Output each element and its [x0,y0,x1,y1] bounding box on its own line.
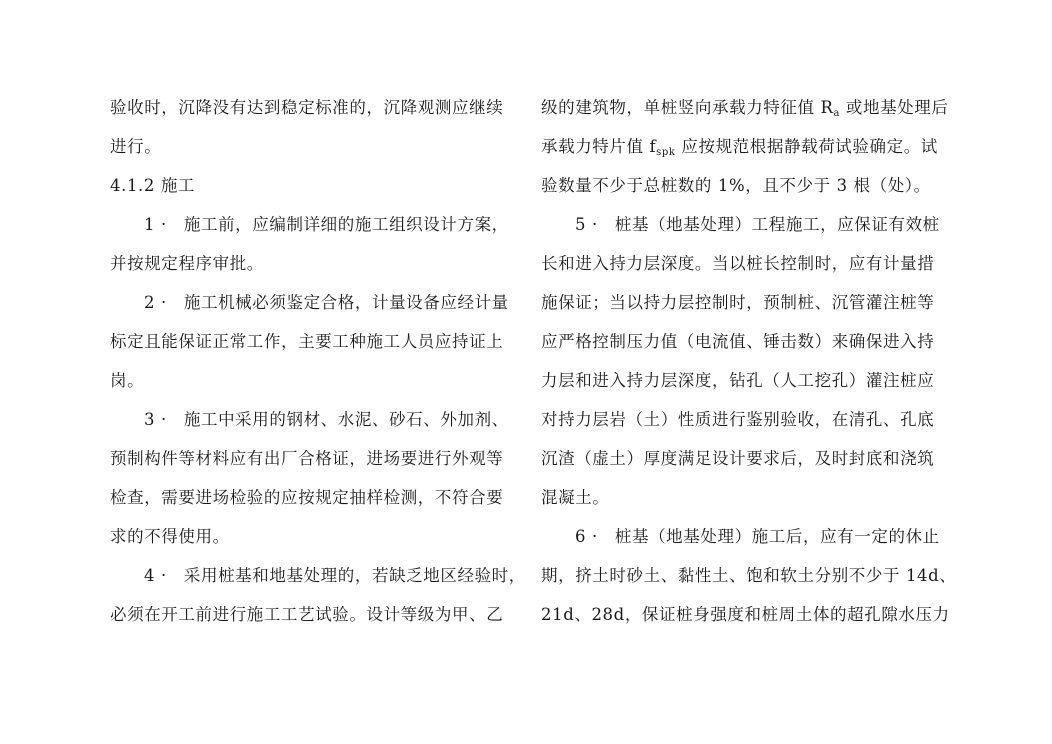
section-heading: 4.1.2 施工 [110,176,196,195]
text-line: 标定且能保证正常工作，主要工种施工人员应持证上 [110,332,504,351]
text-line-with-subscript [541,127,953,166]
text-fragment: 或地基处理后 [840,98,949,117]
left-text-column [110,88,526,634]
text-line: 对持力层岩（土）性质进行鉴别验收，在清孔、孔底 [541,410,935,429]
text-line: 力层和进入持力层深度，钻孔（人工挖孔）灌注桩应 [541,371,935,390]
text-line: 期，挤土时砂土、黏性土、饱和软土分别不少于 14d、 [541,566,957,585]
text-line: 2 · 施工机械必须鉴定合格，计量设备应经计量 [144,293,509,312]
text-line: 混凝土。 [541,488,610,507]
text-line: 岗。 [110,371,145,390]
text-line: 求的不得使用。 [110,527,230,546]
text-line: 长和进入持力层深度。当以桩长控制时，应有计量措 [541,254,935,273]
text-line: 3 · 施工中采用的钢材、水泥、砂石、外加剂、 [144,410,509,429]
text-line: 应严格控制压力值（电流值、锤击数）来确保进入持 [541,332,935,351]
text-fragment: 应按规范根据静载荷试验确定。试 [675,137,938,156]
text-line: 5 · 桩基（地基处理）工程施工，应保证有效桩 [575,215,940,234]
text-line: 施保证；当以持力层控制时，预制桩、沉管灌注桩等 [541,293,935,312]
text-fragment: 级的建筑物，单桩竖向承载力特征值 R [541,98,834,117]
text-line: 21d、28d，保证桩身强度和桩周土体的超孔隙水压力 [541,605,950,624]
text-line: 进行。 [110,137,162,156]
text-line: 验收时，沉降没有达到稳定标准的，沉降观测应继续 [110,98,504,117]
text-line: 沉渣（虚土）厚度满足设计要求后，及时封底和浇筑 [541,449,935,468]
subscript: a [833,108,841,119]
text-line: 4 · 采用桩基和地基处理的，若缺乏地区经验时， [144,566,526,585]
right-text-column [541,88,957,634]
text-line: 1 · 施工前，应编制详细的施工组织设计方案， [144,215,509,234]
text-line: 并按规定程序审批。 [110,254,264,273]
text-line: 检查，需要进场检验的应按规定抽样检测，不符合要 [110,488,504,507]
text-line: 预制构件等材料应有出厂合格证，进场要进行外观等 [110,449,504,468]
text-line-with-subscript [541,88,953,127]
text-line: 验数量不少于总桩数的 1%，且不少于 3 根（处）。 [541,176,931,195]
text-fragment: 承载力特片值 f [541,137,657,156]
text-line: 必须在开工前进行施工工艺试验。设计等级为甲、乙 [110,605,504,624]
subscript: spk [656,147,676,158]
text-line: 6 · 桩基（地基处理）施工后，应有一定的休止 [575,527,940,546]
